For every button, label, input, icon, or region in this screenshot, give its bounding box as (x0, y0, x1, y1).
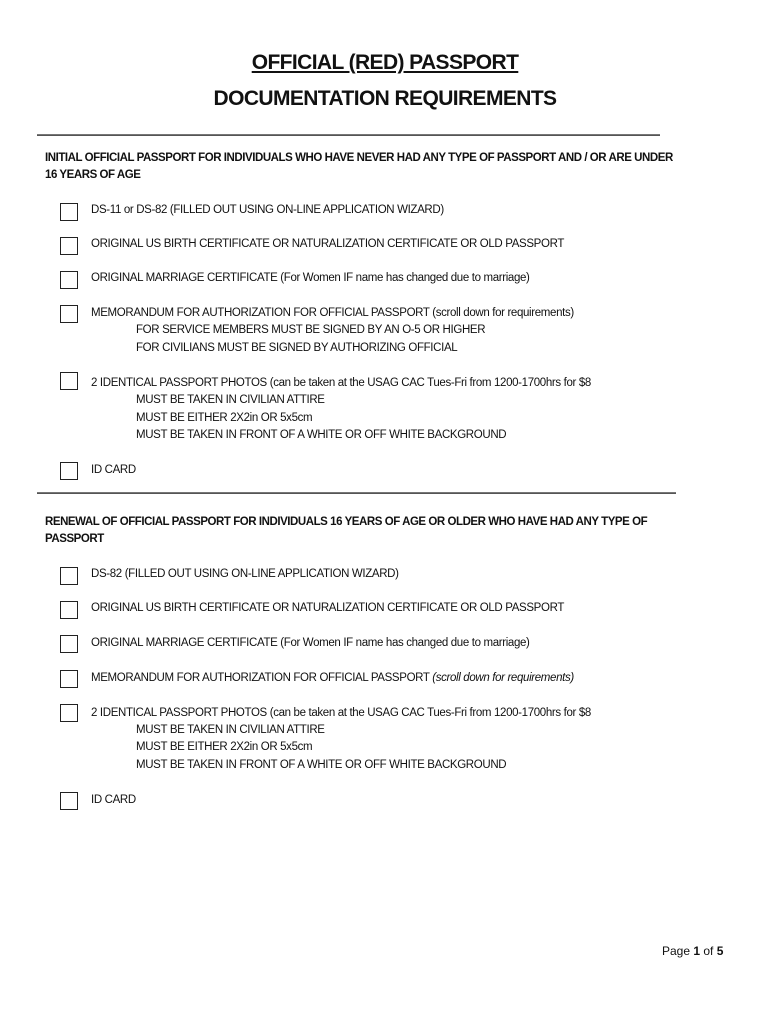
initial-heading-line-1: INITIAL OFFICIAL PASSPORT FOR INDIVIDUALS WHO HAVE NEVER HAD ANY TYPE OF PASSPORT AND / OR ARE UNDER (45, 152, 673, 164)
item-note: FOR SERVICE MEMBERS MUST BE SIGNED BY AN O-5 OR HIGHER (136, 324, 486, 336)
item-label: ID CARD (91, 464, 136, 476)
checkbox-renewal-memorandum[interactable] (60, 670, 78, 688)
item-note: MUST BE TAKEN IN CIVILIAN ATTIRE (136, 724, 325, 736)
checkbox-initial-birth-certificate[interactable] (60, 237, 78, 255)
item-note: MUST BE TAKEN IN CIVILIAN ATTIRE (136, 394, 325, 406)
checkbox-initial-memorandum[interactable] (60, 305, 78, 323)
item-label: MEMORANDUM FOR AUTHORIZATION FOR OFFICIAL PASSPORT (scroll down for requirements) (91, 307, 574, 319)
divider (37, 492, 676, 494)
page-number (662, 944, 723, 958)
checkbox-renewal-ds-form[interactable] (60, 567, 78, 585)
renewal-heading-line-2: PASSPORT (45, 533, 104, 545)
item-note: MUST BE TAKEN IN FRONT OF A WHITE OR OFF WHITE BACKGROUND (136, 759, 507, 771)
checkbox-renewal-id-card[interactable] (60, 792, 78, 810)
item-note: MUST BE EITHER 2X2in OR 5x5cm (136, 412, 313, 424)
checkbox-renewal-photos[interactable] (60, 704, 78, 722)
item-label: ORIGINAL MARRIAGE CERTIFICATE (For Women IF name has changed due to marriage) (91, 637, 530, 649)
item-note: FOR CIVILIANS MUST BE SIGNED BY AUTHORIZING OFFICIAL (136, 342, 458, 354)
item-label: DS-11 or DS-82 (FILLED OUT USING ON-LINE APPLICATION WIZARD) (91, 204, 444, 216)
checkbox-renewal-marriage-certificate[interactable] (60, 635, 78, 653)
initial-heading-line-2: 16 YEARS OF AGE (45, 169, 141, 181)
item-label: ID CARD (91, 794, 136, 806)
checkbox-initial-id-card[interactable] (60, 462, 78, 480)
of-word: of (700, 944, 717, 958)
item-label (91, 672, 574, 684)
renewal-heading-line-1: RENEWAL OF OFFICIAL PASSPORT FOR INDIVIDUALS 16 YEARS OF AGE OR OLDER WHO HAVE HAD ANY TYPE OF (45, 516, 648, 528)
total-pages: 5 (716, 944, 724, 958)
item-label-italic: (scroll down for requirements) (432, 672, 574, 684)
current-page: 1 (693, 944, 701, 958)
item-label: 2 IDENTICAL PASSPORT PHOTOS (can be taken at the USAG CAC Tues-Fri from 1200-1700hrs for $8 (91, 707, 591, 719)
divider (37, 134, 660, 136)
item-label: 2 IDENTICAL PASSPORT PHOTOS (can be taken at the USAG CAC Tues-Fri from 1200-1700hrs for $8 (91, 377, 591, 389)
checkbox-initial-marriage-certificate[interactable] (60, 271, 78, 289)
title-line-2: DOCUMENTATION REQUIREMENTS (213, 87, 557, 110)
page-word: Page (662, 944, 694, 958)
item-label-text: MEMORANDUM FOR AUTHORIZATION FOR OFFICIAL PASSPORT (91, 672, 433, 684)
item-label: ORIGINAL MARRIAGE CERTIFICATE (For Women IF name has changed due to marriage) (91, 272, 530, 284)
title-line-1: OFFICIAL (RED) PASSPORT (251, 51, 519, 74)
checkbox-initial-ds-form[interactable] (60, 203, 78, 221)
item-note: MUST BE EITHER 2X2in OR 5x5cm (136, 741, 313, 753)
checkbox-renewal-birth-certificate[interactable] (60, 601, 78, 619)
item-label: ORIGINAL US BIRTH CERTIFICATE OR NATURALIZATION CERTIFICATE OR OLD PASSPORT (91, 238, 565, 250)
item-label: ORIGINAL US BIRTH CERTIFICATE OR NATURALIZATION CERTIFICATE OR OLD PASSPORT (91, 602, 565, 614)
item-label: DS-82 (FILLED OUT USING ON-LINE APPLICATION WIZARD) (91, 568, 399, 580)
checkbox-initial-photos[interactable] (60, 372, 78, 390)
item-note: MUST BE TAKEN IN FRONT OF A WHITE OR OFF WHITE BACKGROUND (136, 429, 507, 441)
